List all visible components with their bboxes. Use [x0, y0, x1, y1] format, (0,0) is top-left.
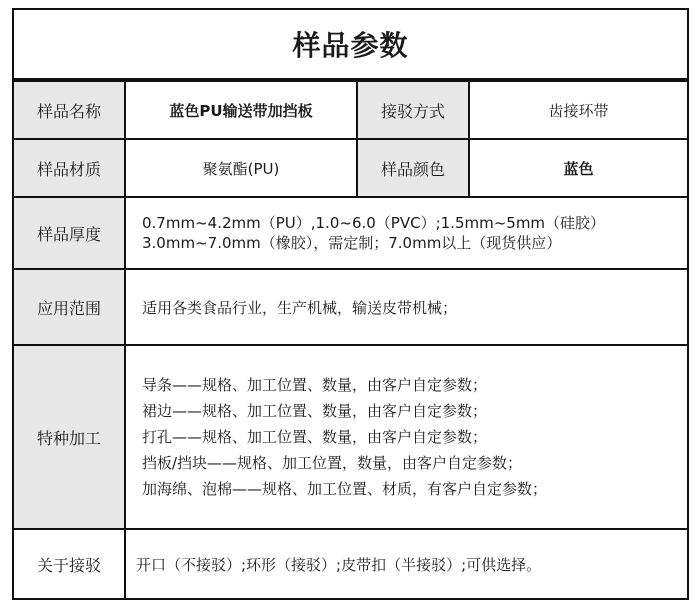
- value-sample-name: 蓝色PU输送带加挡板: [126, 82, 358, 138]
- value-sample-material: 聚氨酯(PU): [126, 140, 358, 196]
- processing-line: 导条——规格、加工位置、数量，由客户自定参数；: [142, 376, 488, 394]
- row-about-splicing: [12, 528, 689, 600]
- sheet-title: 样品参数: [12, 8, 689, 80]
- value-splice-method: 齿接环带: [548, 101, 609, 120]
- value-sample-color: 蓝色: [563, 159, 594, 178]
- row-sample-thickness: [12, 196, 689, 270]
- processing-line: 加海绵、泡棉——规格、加工位置、材质，有客户自定参数；: [142, 480, 548, 498]
- label-special-processing: 特种加工: [14, 346, 126, 528]
- processing-line: 裙边——规格、加工位置、数量，由客户自定参数；: [142, 402, 488, 420]
- label-sample-thickness: 样品厚度: [14, 198, 126, 268]
- value-special-processing: [126, 346, 687, 528]
- row-sample-material: [12, 138, 689, 198]
- row-application-range: [12, 268, 689, 346]
- label-about-splicing: 关于接驳: [14, 530, 126, 598]
- processing-line: 打孔——规格、加工位置、数量，由客户自定参数；: [142, 428, 488, 446]
- value-application-range: 适用各类食品行业，生产机械，输送皮带机械；: [142, 298, 458, 317]
- thickness-line: 0.7mm~4.2mm（PU）,1.0~6.0（PVC）;1.5mm~5mm（硅胶）: [142, 214, 606, 232]
- label-sample-material: 样品材质: [14, 140, 126, 196]
- label-sample-color: 样品颜色: [358, 140, 470, 196]
- label-splice-method: 接驳方式: [358, 82, 470, 138]
- row-special-processing: [12, 344, 689, 530]
- thickness-line: 3.0mm~7.0mm（橡胶），需定制；7.0mm以上（现货供应）: [142, 234, 562, 252]
- processing-line: 挡板/挡块——规格、加工位置，数量，由客户自定参数；: [142, 454, 523, 472]
- value-about-splicing: 开口（不接驳）;环形（接驳）;皮带扣（半接驳）;可供选择。: [136, 555, 542, 574]
- label-application-range: 应用范围: [14, 270, 126, 344]
- row-sample-name: [12, 80, 689, 140]
- label-sample-name: 样品名称: [14, 82, 126, 138]
- value-sample-thickness: [126, 198, 687, 268]
